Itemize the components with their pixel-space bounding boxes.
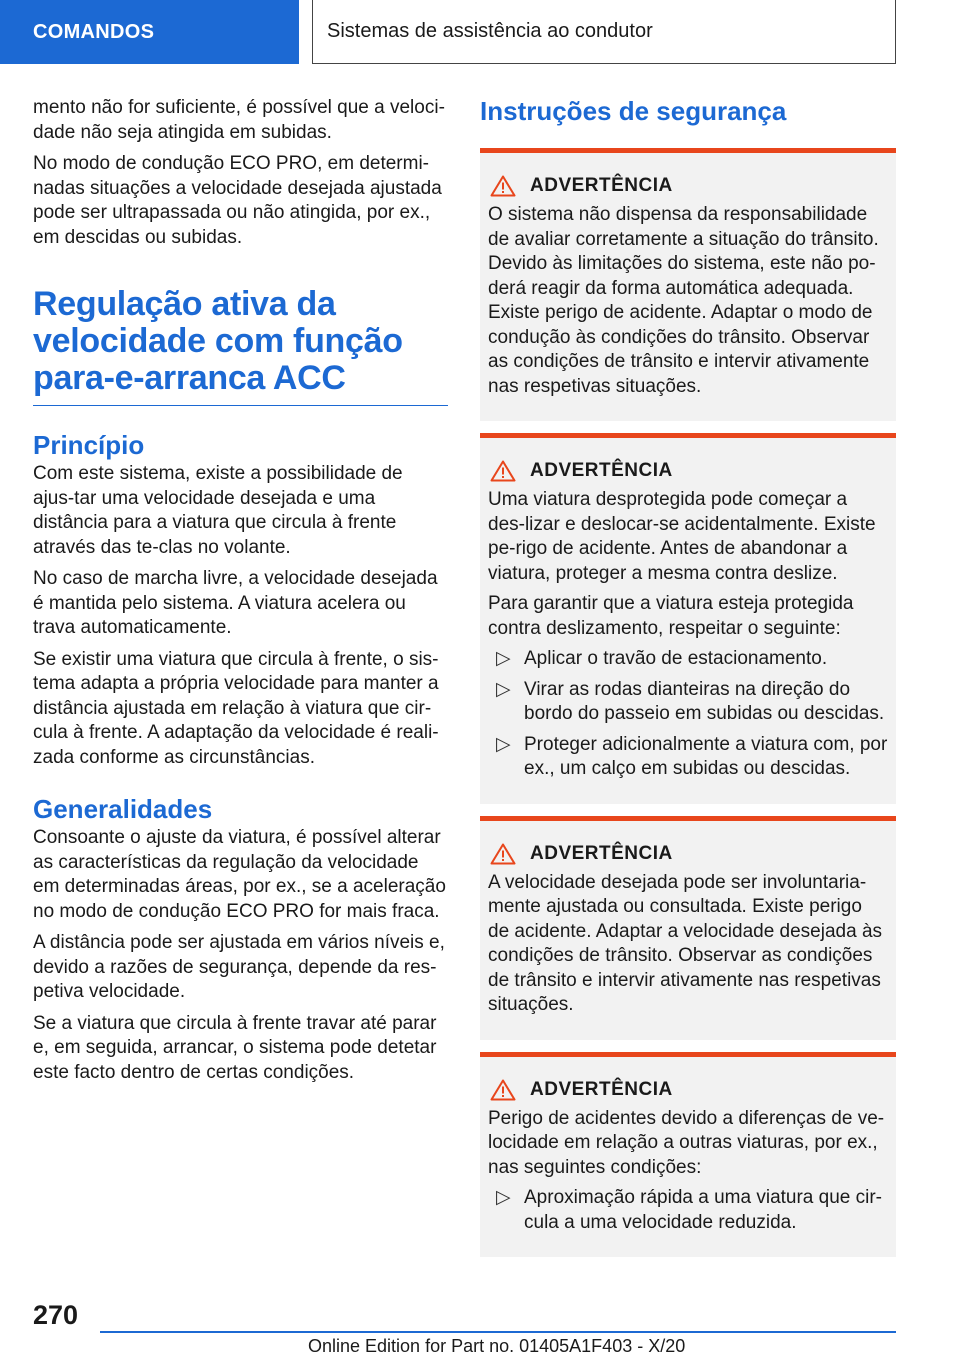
general-paragraph: Consoante o ajuste da viatura, é possível alterar as características da regulação da velocidade em determinadas áreas, por ex., se a aceleração no modo de condução ECO PRO for mais fraca. bbox=[33, 827, 446, 922]
warning-text: O sistema não dispensa da responsabilidade de avaliar corretamente a situação do trânsito. Devido às limitações do sistema, este não po-derá reagir da forma automática adequada. Existe perigo de acidente. Adaptar o modo de condução às condições do trânsito. Observar as condições de trânsito e intervir ativamente nas respetivas situações. bbox=[488, 204, 879, 397]
warning-triangle-icon bbox=[490, 460, 516, 482]
warning-header bbox=[488, 460, 888, 482]
bullet-list bbox=[488, 647, 888, 782]
warning-header bbox=[488, 175, 888, 197]
warning-box bbox=[480, 148, 896, 421]
bullet-marker: ▷ bbox=[496, 648, 511, 669]
principle-paragraph: Com este sistema, existe a possibilidade de ajus-tar uma velocidade desejada e uma distância para a viatura que circula à frente através das te-clas no volante. bbox=[33, 463, 403, 558]
warning-title: ADVERTÊNCIA bbox=[530, 842, 673, 864]
bullet-list bbox=[488, 1186, 888, 1235]
general-paragraph: A distância pode ser ajustada em vários níveis e, devido a razões de segurança, depende da res-petiva velocidade. bbox=[33, 932, 445, 1002]
warning-box bbox=[480, 433, 896, 804]
section-title: Sistemas de assistência ao condutor bbox=[312, 0, 896, 64]
principle-paragraph: Se existir uma viatura que circula à frente, o sis-tema adapta a própria velocidade para manter a distância ajustada em relação à viatura que cir-cula à frente. A adaptação da velocidade é reali-zada conforme as circunstâncias. bbox=[33, 648, 439, 768]
footer-divider bbox=[100, 1331, 896, 1333]
list-item-text: Aplicar o travão de estacionamento. bbox=[524, 648, 828, 669]
general-heading: Generalidades bbox=[33, 794, 213, 824]
list-item-text: Virar as rodas dianteiras na direção do bordo do passeio em subidas ou descidas. bbox=[524, 678, 885, 724]
principle-paragraph: No caso de marcha livre, a velocidade desejada é mantida pelo sistema. A viatura acelera ou trava automaticamente. bbox=[33, 568, 438, 638]
bullet-marker: ▷ bbox=[496, 678, 511, 700]
list-item bbox=[488, 678, 888, 727]
warning-header bbox=[488, 843, 888, 865]
warning-text: Para garantir que a viatura esteja protegida contra deslizamento, respeitar o seguinte: bbox=[488, 593, 854, 639]
warning-triangle-icon bbox=[490, 175, 516, 197]
intro-paragraph: mento não for suficiente, é possível que a veloci-dade não seja atingida em subidas. bbox=[33, 97, 445, 143]
warning-title: ADVERTÊNCIA bbox=[530, 460, 673, 481]
page-number: 270 bbox=[33, 1300, 79, 1330]
warning-text: A velocidade desejada pode ser involuntaria-mente ajustada ou consultada. Existe perigo de acidente. Adaptar a velocidade desejada às condições de trânsito. Observar as condições de trânsito e intervir ativamente nas respetivas situações. bbox=[488, 871, 883, 1015]
bullet-marker: ▷ bbox=[496, 733, 511, 755]
safety-heading: Instruções de segurança bbox=[480, 96, 787, 126]
footer-edition: Online Edition for Part no. 01405A1F403 - X/20 bbox=[308, 1336, 686, 1356]
warning-box bbox=[480, 816, 896, 1040]
warning-title: ADVERTÊNCIA bbox=[530, 175, 673, 196]
list-item bbox=[488, 1186, 888, 1235]
warning-text: Perigo de acidentes devido a diferenças de ve-locidade em relação a outras viaturas, por ex., nas seguintes condições: bbox=[488, 1107, 885, 1178]
list-item-text: Proteger adicionalmente a viatura com, por ex., um calço em subidas ou descidas. bbox=[524, 733, 888, 779]
warning-header bbox=[488, 1079, 888, 1101]
general-paragraph: Se a viatura que circula à frente travar até parar e, em seguida, arrancar, o sistema pode detetar este facto dentro de certas condições. bbox=[33, 1012, 437, 1083]
warning-triangle-icon bbox=[490, 1079, 516, 1101]
principle-heading: Princípio bbox=[33, 430, 145, 460]
list-item bbox=[488, 733, 888, 782]
bullet-marker: ▷ bbox=[496, 1187, 511, 1208]
warning-text: Uma viatura desprotegida pode começar a des-lizar e deslocar-se acidentalmente. Existe pe-rigo de acidente. Antes de abandonar a viatura, proteger a mesma contra deslize. bbox=[488, 489, 876, 584]
warning-box bbox=[480, 1052, 896, 1258]
list-item-text: Aproximação rápida a uma viatura que cir-cula a uma velocidade reduzida. bbox=[524, 1187, 883, 1233]
list-item bbox=[488, 647, 888, 672]
left-column bbox=[33, 96, 448, 1092]
right-column bbox=[480, 96, 896, 1269]
intro-paragraph: No modo de condução ECO PRO, em determi-nadas situações a velocidade desejada ajustada pode ser ultrapassada ou não atingida, por ex., em descidas ou subidas. bbox=[33, 153, 442, 248]
warning-title: ADVERTÊNCIA bbox=[530, 1078, 673, 1100]
warning-triangle-icon bbox=[490, 843, 516, 865]
chapter-tab[interactable]: COMANDOS bbox=[0, 0, 299, 64]
chapter-title: Regulação ativa da velocidade com função para-e-arranca ACC bbox=[33, 286, 448, 406]
